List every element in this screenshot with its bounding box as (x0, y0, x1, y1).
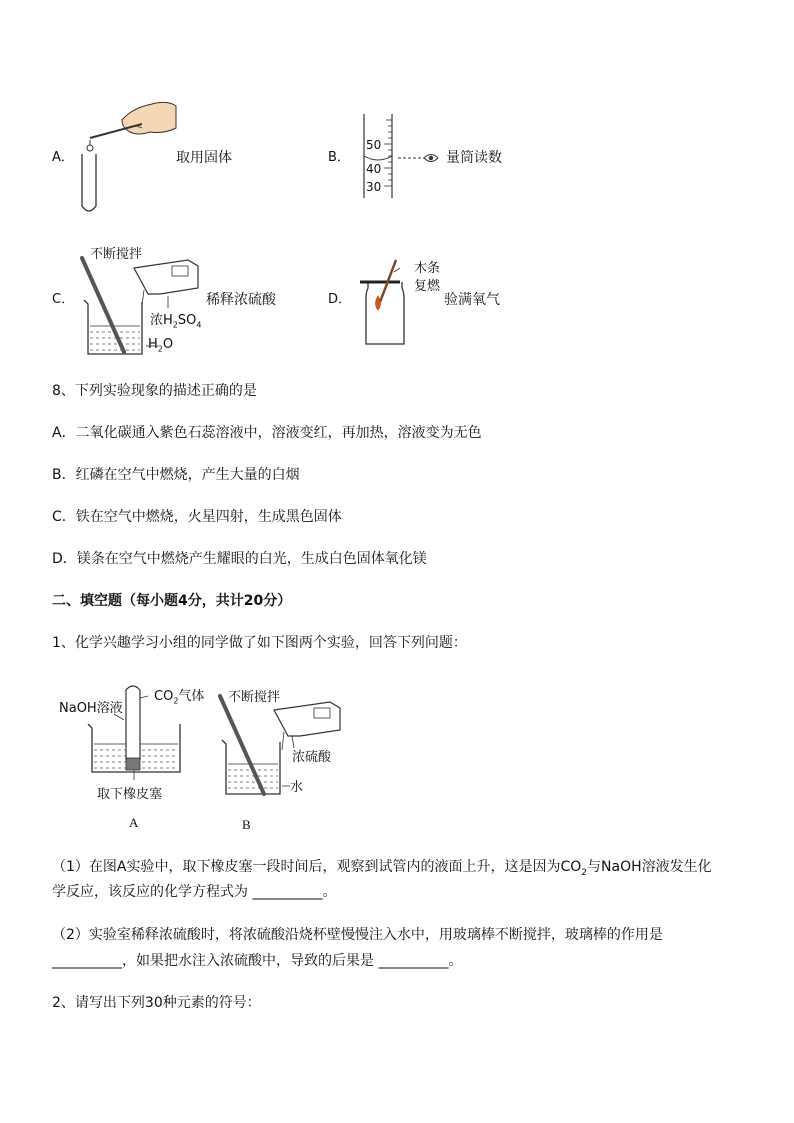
tick-label-40: 40 (366, 162, 382, 176)
q2-stem: 2、请写出下列30种元素的符号： (52, 995, 261, 1011)
figure-b-label: B (242, 817, 251, 832)
stir-label: 不断搅拌 (90, 247, 143, 262)
q8-stem: 8、下列实验现象的描述正确的是 (52, 383, 257, 399)
hand-icon (122, 102, 176, 134)
remove-stopper-label: 取下橡皮塞 (97, 787, 163, 802)
option-a-letter: A． (52, 150, 74, 165)
q8-option-d: D．镁条在空气中燃烧产生耀眼的白光，生成白色固体氧化镁 (52, 551, 427, 567)
rubber-stopper (126, 758, 140, 770)
q1-part1-line2: 学反应，该反应的化学方程式为 __________。 (52, 884, 337, 900)
q1-stem: 1、化学兴趣学习小组的同学做了如下图两个实验，回答下列问题： (52, 635, 467, 651)
solid-sampling-figure (72, 98, 182, 222)
tick-label-30: 30 (366, 180, 382, 194)
graduated-cylinder-figure (358, 112, 450, 200)
relight-label: 复燃 (414, 279, 441, 294)
q1-part2-line2: __________，如果把水注入浓硫酸中，导致的后果是 __________。 (52, 953, 463, 969)
oxygen-test-figure (356, 252, 416, 348)
option-d-caption: 验满氧气 (444, 292, 500, 308)
q8-option-b: B．红磷在空气中燃烧，产生大量的白烟 (52, 467, 300, 483)
q8-option-c: C．铁在空气中燃烧，火星四射，生成黑色固体 (52, 509, 342, 525)
answer-blank-1[interactable]: __________ (252, 884, 323, 900)
tick-label-50: 50 (366, 138, 382, 152)
figure-b-water-label: 水 (290, 780, 304, 795)
option-c-caption: 稀释浓硫酸 (206, 292, 276, 308)
figure-b-acid-label: 浓硫酸 (292, 750, 332, 765)
splint-label: 木条 (414, 261, 441, 276)
answer-blank-2[interactable]: __________ (52, 953, 122, 969)
q8-option-a: A．二氧化碳通入紫色石蕊溶液中，溶液变红，再加热，溶液变为无色 (52, 425, 482, 441)
acid-bottle (134, 260, 198, 294)
test-tube (82, 154, 96, 211)
option-d-letter: D． (328, 292, 352, 307)
section-title: 二、填空题（每小题4分，共计20分） (52, 593, 292, 609)
co2-label: $CO_2$气体 (154, 689, 205, 706)
naoh-label: NaOH溶液 (59, 701, 123, 716)
figure-b-stir-label: 不断搅拌 (228, 690, 281, 705)
option-b-caption: 量筒读数 (446, 150, 502, 166)
option-a-caption: 取用固体 (176, 150, 232, 166)
answer-blank-3[interactable]: __________ (378, 953, 449, 969)
option-b-letter: B． (328, 150, 350, 165)
eye-icon (424, 155, 438, 162)
option-c-letter: C． (52, 292, 75, 307)
water-formula-label: $H_2O$ (148, 337, 174, 354)
acid-bottle (274, 702, 340, 736)
conc-h2so4-label: 浓$H_2SO_4$ (150, 313, 202, 330)
q1-part1-line1: （1）在图A实验中，取下橡皮塞一段时间后，观察到试管内的液面上升，这是因为$CO_2$与NaOH溶液发生化 (52, 859, 712, 878)
figure-a-label: A (129, 815, 139, 830)
inverted-test-tube (126, 686, 140, 760)
q1-part2-line1: （2）实验室稀释浓硫酸时，将浓硫酸沿烧杯壁慢慢注入水中，用玻璃棒不断搅拌，玻璃棒的作用是 (52, 927, 663, 943)
flame-icon (376, 296, 381, 310)
